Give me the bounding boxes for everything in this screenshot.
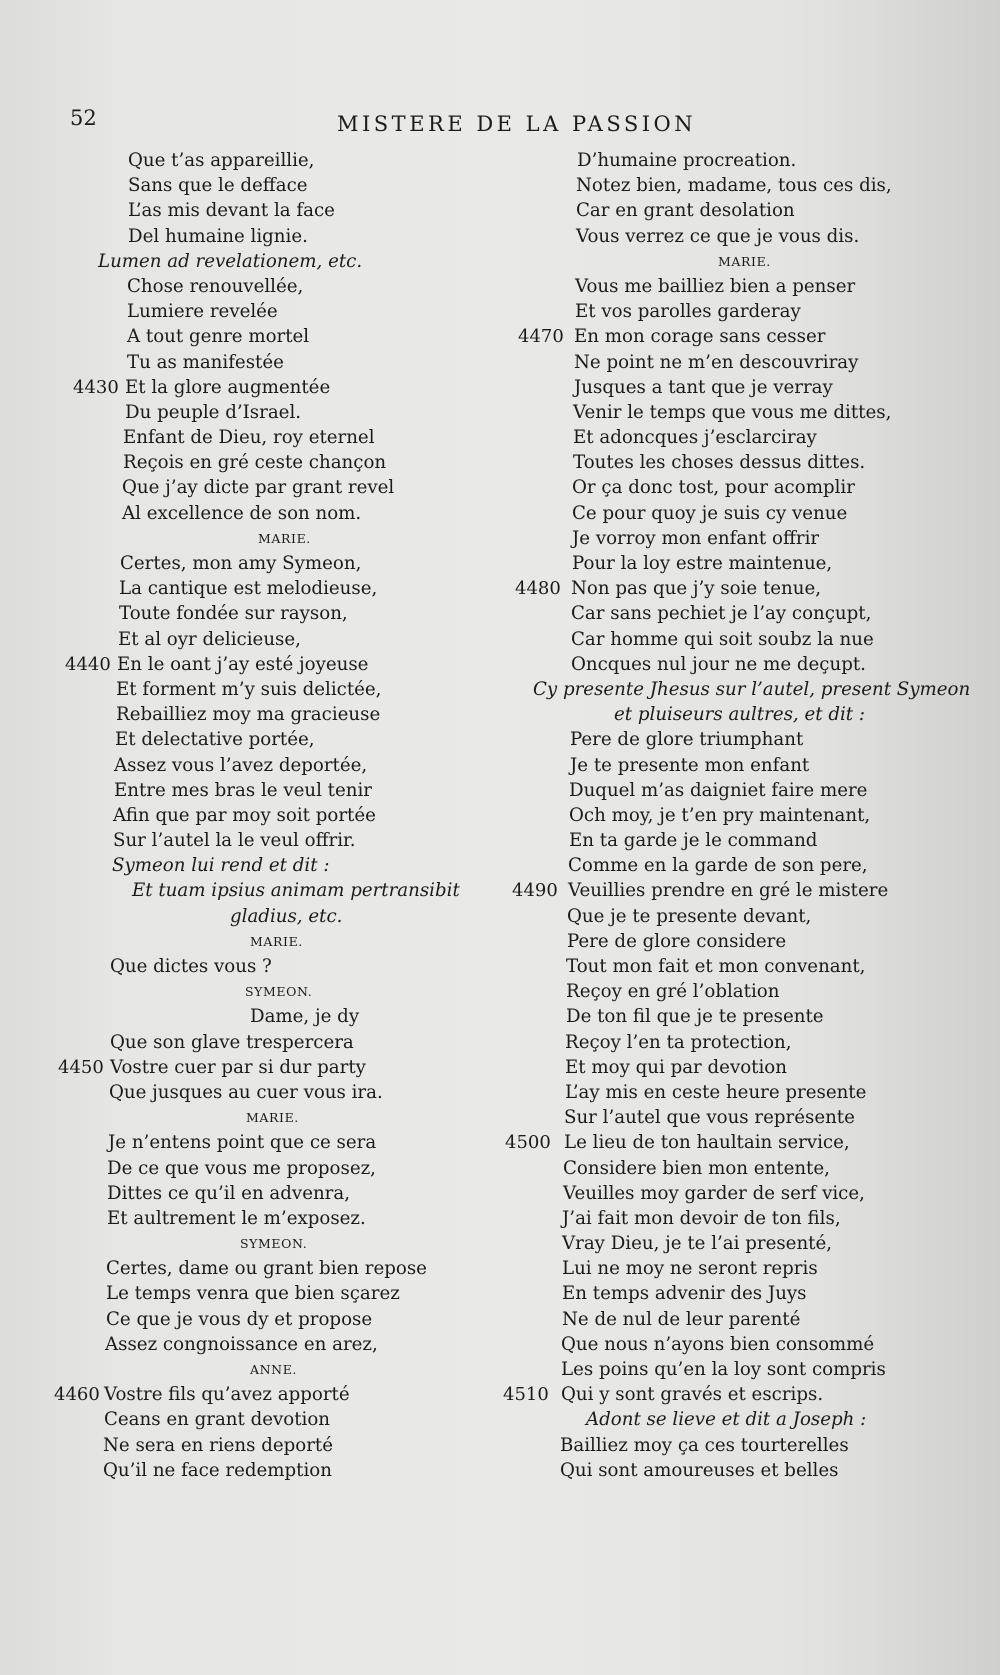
verse-line bbox=[40, 1458, 440, 1483]
line-text: J’ai fait mon devoir de ton fils, bbox=[562, 1207, 841, 1229]
line-text: Et delectative portée, bbox=[115, 729, 315, 751]
line-text: Chose renouvellée, bbox=[127, 275, 304, 297]
verse-line bbox=[485, 727, 885, 752]
line-number: 4500 bbox=[505, 1132, 551, 1154]
verse-line bbox=[40, 677, 440, 702]
verse-line bbox=[485, 1105, 885, 1130]
line-text: Notez bien, madame, tous ces dis, bbox=[576, 175, 892, 197]
verse-line bbox=[40, 324, 440, 349]
line-text: De ce que vous me proposez, bbox=[107, 1157, 376, 1179]
verse-line bbox=[40, 627, 440, 652]
line-text: Et vos parolles garderay bbox=[575, 301, 801, 323]
line-text: Le temps venra que bien sçarez bbox=[106, 1283, 400, 1305]
verse-line bbox=[40, 1055, 440, 1080]
line-number: 4470 bbox=[518, 326, 564, 348]
verse-line bbox=[40, 425, 440, 450]
verse-line bbox=[40, 727, 440, 752]
line-text: et pluiseurs aultres, et dit : bbox=[614, 704, 866, 726]
verse-line bbox=[485, 1332, 885, 1357]
stage-direction bbox=[40, 249, 440, 274]
verse-line bbox=[485, 753, 885, 778]
line-text: Rebailliez moy ma gracieuse bbox=[116, 704, 381, 726]
verse-line bbox=[40, 1407, 440, 1432]
verse-line bbox=[40, 299, 440, 324]
line-text: Assez vous l’avez deportée, bbox=[114, 754, 368, 776]
verse-line bbox=[40, 1281, 440, 1306]
verse-line bbox=[40, 475, 440, 500]
line-text: Certes, dame ou grant bien repose bbox=[106, 1258, 427, 1280]
verse-line bbox=[485, 501, 885, 526]
line-text: Or ça donc tost, pour acomplir bbox=[572, 477, 855, 499]
line-text: Veuilles moy garder de serf vice, bbox=[563, 1182, 865, 1204]
line-number: 4450 bbox=[58, 1056, 104, 1078]
line-text: Sur l’autel que vous représente bbox=[564, 1107, 855, 1129]
line-text: Ne point ne m’en descouvriray bbox=[574, 351, 859, 373]
stage-direction bbox=[485, 1407, 885, 1432]
line-text: Qui y sont gravés et escrips. bbox=[561, 1384, 824, 1406]
line-text: Al excellence de son nom. bbox=[122, 502, 362, 524]
line-text: Sans que le defface bbox=[128, 175, 308, 197]
line-text: Lumiere revelée bbox=[127, 301, 278, 323]
line-text: Adont se lieve et dit a Joseph : bbox=[586, 1409, 867, 1431]
line-text: Duquel m’as daigniet faire mere bbox=[569, 779, 868, 801]
line-number: 4510 bbox=[503, 1384, 549, 1406]
line-text: Je vorroy mon enfant offrir bbox=[572, 527, 820, 549]
line-text: Et moy qui par devotion bbox=[565, 1056, 787, 1078]
verse-line bbox=[40, 224, 440, 249]
verse-line bbox=[485, 299, 885, 324]
line-text: Pere de glore considere bbox=[567, 930, 787, 952]
line-text: Venir le temps que vous me dittes, bbox=[573, 401, 892, 423]
line-text: Afin que par moy soit portée bbox=[113, 804, 376, 826]
line-text: Que son glave trespercera bbox=[110, 1031, 354, 1053]
line-text: Que je te presente devant, bbox=[567, 905, 812, 927]
verse-line bbox=[40, 1382, 440, 1407]
verse-line bbox=[40, 1181, 440, 1206]
line-text: L’ay mis en ceste heure presente bbox=[565, 1081, 867, 1103]
verse-line bbox=[485, 954, 885, 979]
line-number: 4480 bbox=[515, 578, 561, 600]
verse-line bbox=[40, 400, 440, 425]
stage-direction bbox=[40, 878, 460, 903]
line-text: Symeon lui rend et dit : bbox=[112, 855, 330, 877]
line-text: Cy presente Jhesus sur l’autel, present Symeon bbox=[533, 678, 971, 700]
line-text: L’as mis devant la face bbox=[128, 200, 335, 222]
line-text: Certes, mon amy Symeon, bbox=[120, 553, 362, 574]
verse-line bbox=[40, 450, 440, 475]
line-text: SYMEON. bbox=[245, 984, 313, 1000]
line-text: Je te presente mon enfant bbox=[570, 754, 810, 776]
verse-line bbox=[40, 501, 440, 526]
verse-line bbox=[40, 173, 440, 198]
line-text: Que j’ay dicte par grant revel bbox=[122, 477, 395, 499]
verse-line bbox=[485, 450, 885, 475]
line-text: Reçoy en gré l’oblation bbox=[566, 981, 780, 1003]
line-text: gladius, etc. bbox=[230, 905, 343, 927]
speaker-name bbox=[40, 1105, 440, 1130]
line-text: Tu as manifestée bbox=[127, 351, 284, 373]
line-text: Vous verrez ce que je vous dis. bbox=[576, 225, 860, 247]
verse-line bbox=[40, 1433, 440, 1458]
line-text: Pere de glore triumphant bbox=[570, 729, 804, 751]
line-text: Que jusques au cuer vous ira. bbox=[109, 1081, 383, 1103]
verse-line bbox=[40, 198, 440, 223]
speaker-name bbox=[485, 249, 885, 274]
verse-line bbox=[40, 148, 440, 173]
line-text: Que nous n’ayons bien consommé bbox=[561, 1333, 875, 1355]
verse-line bbox=[485, 274, 885, 299]
line-text: Sur l’autel la le veul offrir. bbox=[113, 830, 356, 852]
verse-line bbox=[485, 1055, 885, 1080]
line-text: Assez congnoissance en arez, bbox=[105, 1333, 378, 1355]
line-text: Toutes les choses dessus dittes. bbox=[573, 452, 866, 474]
line-text: Vous me bailliez bien a penser bbox=[575, 275, 856, 297]
line-number: 4490 bbox=[512, 880, 558, 902]
line-text: Du peuple d’Israel. bbox=[125, 401, 302, 423]
line-text: Ceans en grant devotion bbox=[104, 1409, 331, 1431]
line-text: Dame, je dy bbox=[250, 1006, 360, 1028]
verse-line bbox=[485, 1206, 885, 1231]
verse-line bbox=[485, 828, 885, 853]
verse-line bbox=[40, 350, 440, 375]
verse-line bbox=[485, 878, 889, 903]
line-text: Car sans pechiet je l’ay conçupt, bbox=[571, 603, 872, 625]
line-text: Considere bien mon entente, bbox=[563, 1157, 830, 1179]
line-text: De ton fil que je te presente bbox=[566, 1006, 824, 1028]
verse-line bbox=[40, 1080, 440, 1105]
verse-line bbox=[485, 475, 885, 500]
line-text: Entre mes bras le veul tenir bbox=[114, 779, 372, 801]
line-text: Qu’il ne face redemption bbox=[103, 1459, 332, 1481]
line-text: Non pas que j’y soie tenue, bbox=[571, 578, 822, 600]
right-column bbox=[485, 148, 971, 1483]
verse-line bbox=[485, 1004, 885, 1029]
speaker-name bbox=[40, 1231, 440, 1256]
line-text: Et la glore augmentée bbox=[125, 376, 331, 398]
verse-line bbox=[40, 551, 440, 576]
line-text: Oncques nul jour ne me deçupt. bbox=[571, 653, 866, 675]
line-text: Comme en la garde de son pere, bbox=[568, 855, 868, 877]
speaker-name bbox=[40, 1357, 440, 1382]
verse-line bbox=[485, 904, 885, 929]
page-number: 52 bbox=[70, 106, 97, 130]
verse-line bbox=[485, 526, 885, 551]
verse-line bbox=[40, 702, 440, 727]
verse-line bbox=[485, 1156, 885, 1181]
line-text: ANNE. bbox=[250, 1362, 298, 1377]
line-text: MARIE. bbox=[718, 253, 771, 269]
line-text: La cantique est melodieuse, bbox=[119, 578, 378, 600]
line-number: 4430 bbox=[73, 376, 119, 398]
line-text: Que t’as appareillie, bbox=[128, 150, 315, 171]
verse-line bbox=[485, 400, 892, 425]
line-text: SYMEON. bbox=[240, 1236, 308, 1252]
line-text: MARIE. bbox=[258, 530, 311, 546]
line-text: En ta garde je le command bbox=[569, 830, 818, 852]
verse-line bbox=[40, 828, 440, 853]
verse-line bbox=[40, 652, 440, 677]
line-text: Je n’entens point que ce sera bbox=[108, 1132, 377, 1154]
line-text: Dittes ce qu’il en advenra, bbox=[107, 1182, 350, 1204]
verse-line bbox=[485, 375, 885, 400]
speaker-name bbox=[40, 979, 440, 1004]
line-text: En mon corage sans cesser bbox=[574, 326, 826, 348]
verse-line bbox=[485, 803, 885, 828]
verse-line bbox=[485, 551, 885, 576]
verse-line bbox=[485, 1256, 885, 1281]
verse-line bbox=[485, 576, 885, 601]
verse-line bbox=[485, 224, 885, 249]
line-text: Ce pour quoy je suis cy venue bbox=[572, 502, 848, 524]
verse-line bbox=[485, 929, 885, 954]
stage-direction bbox=[40, 904, 440, 929]
line-text: Car homme qui soit soubz la nue bbox=[571, 628, 874, 650]
verse-line bbox=[485, 652, 885, 677]
line-text: Et forment m’y suis delictée, bbox=[116, 678, 382, 700]
verse-line bbox=[485, 324, 885, 349]
line-text: Bailliez moy ça ces tourterelles bbox=[560, 1434, 849, 1456]
verse-line bbox=[40, 753, 440, 778]
line-text: Toute fondée sur rayson, bbox=[119, 603, 348, 625]
verse-line bbox=[485, 601, 885, 626]
line-text: Lumen ad revelationem, etc. bbox=[98, 250, 363, 272]
verse-line bbox=[485, 1130, 885, 1155]
line-text: Lui ne moy ne seront repris bbox=[562, 1258, 818, 1280]
verse-line bbox=[485, 425, 885, 450]
line-text: Car en grant desolation bbox=[576, 200, 795, 222]
line-number: 4440 bbox=[65, 653, 111, 675]
verse-line bbox=[40, 954, 440, 979]
stage-direction bbox=[485, 677, 971, 702]
line-text: Reçoy l’en ta protection, bbox=[565, 1031, 792, 1053]
line-text: Vostre fils qu’avez apporté bbox=[104, 1384, 350, 1406]
line-text: Et adoncques j’esclarciray bbox=[573, 427, 817, 449]
verse-line bbox=[485, 1433, 885, 1458]
line-text: Veuillies prendre en gré le mistere bbox=[568, 880, 889, 902]
verse-line bbox=[485, 778, 885, 803]
line-text: Qui sont amoureuses et belles bbox=[560, 1459, 839, 1481]
verse-line bbox=[485, 853, 885, 878]
verse-line bbox=[40, 1256, 440, 1281]
verse-line bbox=[485, 148, 885, 173]
line-text: Vostre cuer par si dur party bbox=[110, 1056, 366, 1078]
verse-line bbox=[485, 1231, 885, 1256]
line-text: MARIE. bbox=[246, 1110, 299, 1126]
line-text: Del humaine lignie. bbox=[128, 225, 308, 247]
line-text: Et al oyr delicieuse, bbox=[118, 628, 301, 650]
line-text: En temps advenir des Juys bbox=[562, 1283, 807, 1305]
verse-line bbox=[485, 979, 885, 1004]
verse-line bbox=[485, 1357, 885, 1382]
verse-line bbox=[485, 173, 892, 198]
verse-line bbox=[40, 375, 440, 400]
verse-line bbox=[485, 1382, 885, 1407]
verse-line bbox=[40, 778, 440, 803]
running-title: MISTERE DE LA PASSION bbox=[337, 112, 697, 136]
verse-line bbox=[485, 1281, 885, 1306]
verse-line bbox=[485, 1181, 885, 1206]
speaker-name bbox=[40, 526, 440, 551]
verse-line bbox=[485, 1030, 885, 1055]
verse-line bbox=[40, 1206, 440, 1231]
stage-direction bbox=[40, 853, 440, 878]
line-text: A tout genre mortel bbox=[127, 326, 310, 348]
line-text: Que dictes vous ? bbox=[110, 956, 272, 977]
line-text: Enfant de Dieu, roy eternel bbox=[123, 427, 375, 449]
line-text: Jusques a tant que je verray bbox=[574, 376, 833, 398]
line-text: D’humaine procreation. bbox=[577, 150, 797, 171]
line-text: Et tuam ipsius animam pertransibit bbox=[132, 880, 460, 902]
verse-line bbox=[40, 1307, 440, 1332]
line-text: Ne de nul de leur parenté bbox=[562, 1308, 801, 1330]
verse-line bbox=[485, 1307, 885, 1332]
verse-line bbox=[40, 1332, 440, 1357]
line-text: Et aultrement le m’exposez. bbox=[107, 1207, 366, 1229]
verse-line bbox=[485, 1458, 885, 1483]
verse-line bbox=[485, 198, 885, 223]
line-text: Tout mon fait et mon convenant, bbox=[566, 956, 866, 977]
line-text: Ce que je vous dy et propose bbox=[106, 1308, 373, 1330]
line-text: Reçois en gré ceste chançon bbox=[123, 452, 387, 474]
verse-line bbox=[485, 1080, 885, 1105]
verse-line bbox=[40, 274, 440, 299]
line-text: Vray Dieu, je te l’ai presenté, bbox=[562, 1233, 833, 1255]
line-text: Ne sera en riens deporté bbox=[103, 1434, 333, 1456]
verse-line bbox=[40, 1004, 440, 1029]
verse-line bbox=[485, 627, 885, 652]
line-text: Och moy, je t’en pry maintenant, bbox=[569, 804, 871, 826]
line-text: MARIE. bbox=[250, 933, 303, 949]
verse-line bbox=[40, 576, 440, 601]
line-text: Pour la loy estre maintenue, bbox=[572, 553, 833, 574]
verse-line bbox=[40, 1130, 440, 1155]
line-number: 4460 bbox=[54, 1384, 100, 1406]
line-text: En le oant j’ay esté joyeuse bbox=[117, 653, 369, 675]
speaker-name bbox=[40, 929, 440, 954]
verse-line bbox=[40, 803, 440, 828]
line-text: Le lieu de ton haultain service, bbox=[564, 1132, 850, 1154]
verse-line bbox=[40, 1156, 440, 1181]
left-column bbox=[40, 148, 460, 1483]
verse-line bbox=[485, 350, 885, 375]
verse-line bbox=[40, 601, 440, 626]
stage-direction bbox=[485, 702, 885, 727]
line-text: Les poins qu’en la loy sont compris bbox=[561, 1359, 886, 1380]
verse-line bbox=[40, 1030, 440, 1055]
